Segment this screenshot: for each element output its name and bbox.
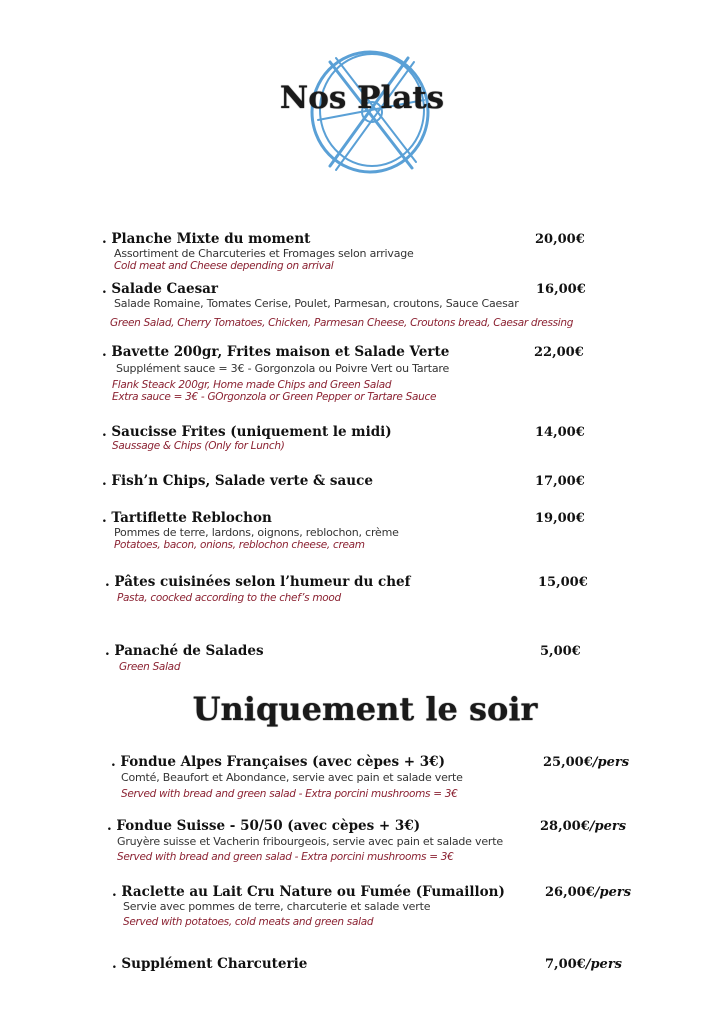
item-description-en: Green Salad, Cherry Tomatoes, Chicken, Parmesan Cheese, Croutons bread, Caesar dressing [110, 317, 574, 329]
item-price [545, 885, 631, 900]
price-value: 26,00€ [545, 885, 595, 900]
menu-item [102, 424, 392, 452]
item-name: . Supplément Charcuterie [112, 956, 308, 972]
item-name: . Saucisse Frites (uniquement le midi) [102, 424, 392, 440]
item-name: . Pâtes cuisinées selon l’humeur du chef [105, 574, 411, 590]
menu-item [105, 643, 264, 673]
price-value: 25,00€ [543, 755, 593, 770]
item-name: . Raclette au Lait Cru Nature ou Fumée (Fumaillon) [112, 884, 505, 900]
item-description-fr: Gruyère suisse et Vacherin fribourgeois, servie avec pain et salade verte [117, 835, 503, 848]
item-price: 16,00€ [536, 282, 586, 297]
item-description-fr: Salade Romaine, Tomates Cerise, Poulet, Parmesan, croutons, Sauce Caesar [114, 297, 519, 310]
price-unit: /pers [589, 819, 627, 834]
price-value: 28,00€ [540, 819, 590, 834]
item-price: 19,00€ [535, 511, 585, 526]
item-description-fr: Comté, Beaufort et Abondance, servie avec pain et salade verte [121, 771, 463, 784]
item-description-en: Cold meat and Cheese depending on arrival [114, 260, 334, 272]
menu-item [102, 344, 449, 403]
menu-item [102, 231, 414, 272]
price-unit: /pers [592, 755, 630, 770]
item-price: 14,00€ [535, 425, 585, 440]
price-unit: /pers [594, 885, 632, 900]
item-price: 5,00€ [540, 644, 581, 659]
item-description-en: Served with potatoes, cold meats and green salad [123, 916, 374, 928]
item-description-en: Flank Steack 200gr, Home made Chips and Green Salad [112, 379, 392, 391]
item-description-en: Saussage & Chips (Only for Lunch) [112, 440, 285, 452]
item-description-fr: Supplément sauce = 3€ - Gorgonzola ou Poivre Vert ou Tartare [116, 362, 450, 375]
item-description-fr: Pommes de terre, lardons, oignons, reblochon, crème [114, 526, 399, 539]
menu-item [105, 574, 410, 604]
price-unit: /pers [585, 957, 622, 972]
item-description-en: Potatoes, bacon, onions, reblochon cheese, cream [114, 539, 365, 551]
item-price [540, 819, 626, 834]
item-description-en: Served with bread and green salad - Extra porcini mushrooms = 3€ [121, 788, 458, 800]
menu-item [112, 884, 505, 928]
price-value: 7,00€ [545, 957, 586, 972]
item-description-fr: Servie avec pommes de terre, charcuterie et salade verte [123, 900, 431, 913]
item-name: . Fondue Alpes Françaises (avec cèpes + 3€) [111, 754, 445, 770]
item-description-en: Served with bread and green salad - Extra porcini mushrooms = 3€ [117, 851, 454, 863]
menu-item [107, 818, 503, 863]
item-price: 15,00€ [538, 575, 588, 590]
menu-item [111, 754, 463, 800]
item-description-en: Pasta, coocked according to the chef’s mood [117, 592, 341, 604]
item-price: 17,00€ [535, 474, 585, 489]
page-title: Nos Plats [279, 80, 445, 116]
item-name: . Tartiflette Reblochon [102, 510, 272, 526]
item-name: . Panaché de Salades [105, 643, 264, 659]
item-name: . Fondue Suisse - 50/50 (avec cèpes + 3€) [107, 818, 421, 834]
menu-item [102, 281, 573, 329]
item-name: . Fish’n Chips, Salade verte & sauce [102, 473, 373, 489]
item-price [545, 957, 622, 972]
menu-item [102, 510, 399, 551]
evening-section-title: Uniquement le soir [192, 690, 538, 728]
item-description-fr: Assortiment de Charcuteries et Fromages selon arrivage [114, 247, 414, 260]
item-description-en-extra: Extra sauce = 3€ - GOrgonzola or Green Pepper or Tartare Sauce [112, 391, 437, 403]
item-price: 22,00€ [534, 345, 584, 360]
item-name: . Planche Mixte du moment [102, 231, 311, 247]
item-price: 20,00€ [535, 232, 585, 247]
menu-item [102, 473, 373, 489]
item-name: . Salade Caesar [102, 281, 219, 297]
item-name: . Bavette 200gr, Frites maison et Salade Verte [102, 344, 450, 360]
item-price [543, 755, 629, 770]
menu-item [112, 956, 307, 972]
item-description-en: Green Salad [119, 661, 181, 673]
